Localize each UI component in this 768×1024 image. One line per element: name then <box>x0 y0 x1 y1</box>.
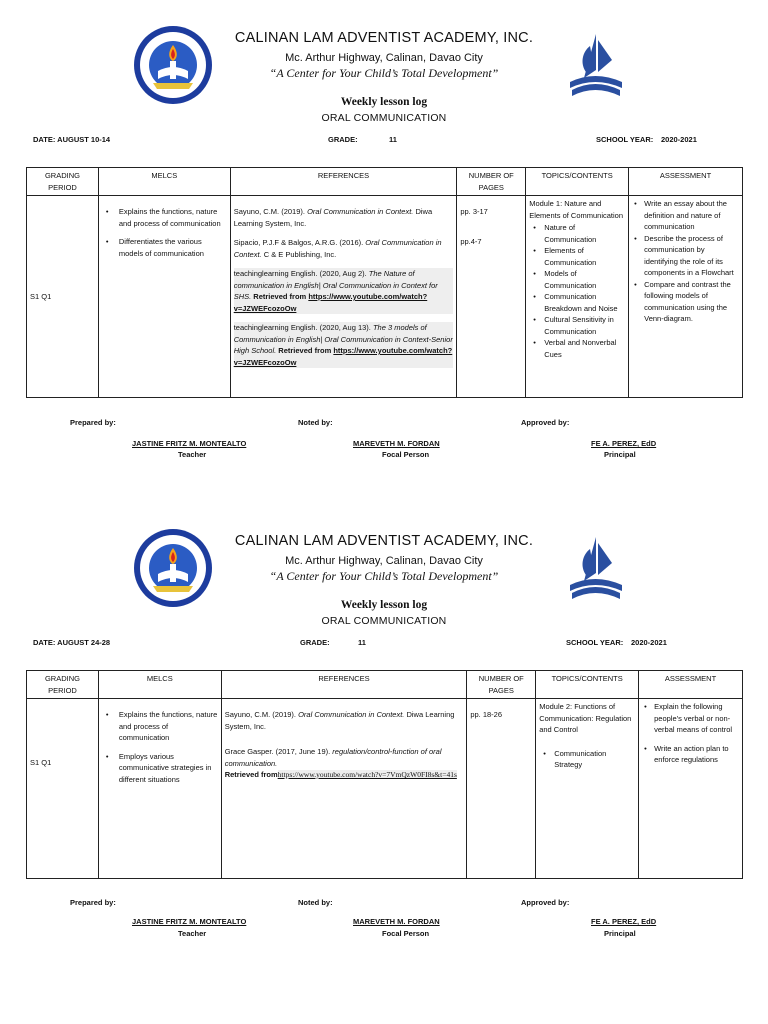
topics-cell <box>526 196 629 398</box>
lesson-table <box>26 670 743 879</box>
reference-item: Sayuno, C.M. (2019). Oral Communication in Context. Diwa Learning System, Inc. <box>224 710 455 731</box>
assessment-item: • Write an action plan to enforce regulations <box>642 743 739 766</box>
melc-item: • Differentiates the various models of communication <box>102 236 227 259</box>
date-label: DATE: AUGUST 24-28 <box>33 638 111 647</box>
grade-value: 11 <box>389 135 397 144</box>
church-logo <box>560 30 630 102</box>
reference-item: teachinglearning English. (2020, Aug 13). The 3 models of Communication in English| Oral Communication in Context-Senior High School. Retrieved from https://www.youtube.com/watch?v=JZWEFcozoOw <box>233 323 453 367</box>
melcs-cell <box>98 699 221 879</box>
header-assessment: ASSESSMENT <box>629 168 743 196</box>
prepared-by-label: Prepared by: <box>70 898 116 907</box>
topic-item: • Elements of Communication <box>529 245 625 268</box>
pages-value: pp. 3-17 <box>460 207 488 216</box>
header-pages: NUMBER OF PAGES <box>457 168 526 196</box>
noted-by-label: Noted by: <box>298 418 333 427</box>
lesson-table <box>26 167 743 398</box>
reference-item: teachinglearning English. (2020, Aug 2). The Nature of communication in English| Oral Communication in Context for SHS. Retrieved from https://www.youtube.com/watch?v=JZWEFcozoOw <box>234 268 454 314</box>
svg-text:2002: 2002 <box>167 91 179 97</box>
school-address: Mc. Arthur Highway, Calinan, Davao City <box>285 52 483 64</box>
topics-cell <box>536 699 639 879</box>
table-row <box>27 196 743 398</box>
header-grading-period: GRADING PERIOD <box>27 168 99 196</box>
header-grading-period: GRADING PERIOD <box>27 671 99 699</box>
header-topics: TOPICS/CONTENTS <box>536 671 639 699</box>
module-title: Module 1: Nature and Elements of Communication <box>529 199 624 220</box>
date-label: DATE: AUGUST 10-14 <box>33 135 111 144</box>
assessment-cell <box>639 699 743 879</box>
header-melcs: MELCS <box>98 671 221 699</box>
log-title: Weekly lesson log <box>340 599 428 611</box>
table-header-row <box>27 671 743 699</box>
assessment-item: • Describe the process of communication by identifying the role of its components in a Flowchart <box>632 233 739 279</box>
table-row <box>27 699 743 879</box>
approved-by-label: Approved by: <box>521 898 570 907</box>
focal-person-name: MAREVETH M. FORDAN <box>353 917 440 926</box>
school-year-value: 2020-2021 <box>631 638 667 647</box>
topic-item: • Nature of Communication <box>529 222 625 245</box>
header-assessment: ASSESSMENT <box>639 671 743 699</box>
svg-text:2002: 2002 <box>167 594 179 600</box>
youtube-link[interactable]: https://www.youtube.com/watch?v=JZWEFcozoOw <box>233 346 453 367</box>
topic-item: • Cultural Sensitivity in Communication <box>529 314 625 337</box>
school-tagline: “A Center for Your Child’s Total Development” <box>269 66 499 80</box>
assessment-item: • Compare and contrast the following models of communication using the Venn-diagram. <box>632 279 739 325</box>
school-year-value: 2020-2021 <box>661 135 697 144</box>
header-topics: TOPICS/CONTENTS <box>526 168 629 196</box>
grade-label: GRADE: <box>328 135 358 144</box>
teacher-role: Teacher <box>178 450 207 459</box>
header-melcs: MELCS <box>98 168 230 196</box>
youtube-link[interactable]: https://www.youtube.com/watch?v=7VmQzW0FI8s&t=41s <box>277 770 457 779</box>
church-logo <box>560 533 630 605</box>
school-year-label: SCHOOL YEAR: <box>566 638 624 647</box>
principal-role: Principal <box>604 929 636 938</box>
focal-person-name: MAREVETH M. FORDAN <box>353 439 440 448</box>
references-cell <box>221 699 467 879</box>
melc-item: • Explains the functions, nature and process of communication <box>102 206 227 229</box>
topic-item: • Models of Communication <box>529 268 625 291</box>
assessment-item: • Explain the following people's verbal or non-verbal means of control <box>642 701 739 736</box>
pages-value: pp.4-7 <box>460 236 482 246</box>
grade-value: 11 <box>358 638 366 647</box>
teacher-role: Teacher <box>178 929 207 938</box>
topic-item: • Communication Breakdown and Noise <box>529 291 625 314</box>
assessment-item: • Write an essay about the definition and nature of communication <box>632 198 739 233</box>
topic-item: • Communication Strategy <box>539 748 635 771</box>
reference-item: Sayuno, C.M. (2019). Oral Communication in Context. Diwa Learning System, Inc. <box>233 207 433 228</box>
principal-name: FE A. PEREZ, EdD <box>591 917 657 926</box>
pages-cell <box>467 699 536 879</box>
reference-item: Sipacio, P.J.F & Balgos, A.R.G. (2016). Oral Communication in Context. C & E Publishing, Inc. <box>233 238 442 259</box>
subject-title: ORAL COMMUNICATION <box>321 615 447 627</box>
principal-name: FE A. PEREZ, EdD <box>591 439 657 448</box>
log-title: Weekly lesson log <box>340 96 428 108</box>
grade-label: GRADE: <box>300 638 330 647</box>
header-references: REFERENCES <box>230 168 457 196</box>
melc-item: • Explains the functions, nature and process of communication <box>102 709 218 744</box>
references-cell <box>230 196 457 398</box>
noted-by-label: Noted by: <box>298 898 333 907</box>
topic-item: • Verbal and Nonverbal Cues <box>529 337 625 360</box>
subject-title: ORAL COMMUNICATION <box>321 112 447 124</box>
header-references: REFERENCES <box>221 671 467 699</box>
reference-item: Grace Gasper. (2017, June 19). regulation/control-function of oral communication. Retrieved fromhttps://www.youtube.com/watch?v=7VmQzW0FI8s&t=41s <box>224 747 457 779</box>
grading-period-cell: S1 Q1 <box>27 699 99 879</box>
school-address: Mc. Arthur Highway, Calinan, Davao City <box>285 555 483 567</box>
school-year-label: SCHOOL YEAR: <box>596 135 654 144</box>
teacher-name: JASTINE FRITZ M. MONTEALTO <box>132 439 247 448</box>
melcs-cell <box>98 196 230 398</box>
table-header-row <box>27 168 743 196</box>
melc-item: • Employs various communicative strategies in different situations <box>102 751 218 786</box>
school-name: CALINAN LAM ADVENTIST ACADEMY, INC. <box>234 30 534 46</box>
school-tagline: “A Center for Your Child’s Total Development” <box>269 569 499 583</box>
prepared-by-label: Prepared by: <box>70 418 116 427</box>
youtube-link[interactable]: https://www.youtube.com/watch?v=JZWEFcozoOw <box>233 292 428 313</box>
focal-person-role: Focal Person <box>382 450 430 459</box>
pages-cell <box>457 196 526 398</box>
pages-value: pp. 18-26 <box>470 710 503 719</box>
school-name: CALINAN LAM ADVENTIST ACADEMY, INC. <box>234 533 534 549</box>
grading-period-cell: S1 Q1 <box>27 196 99 398</box>
principal-role: Principal <box>604 450 636 459</box>
focal-person-role: Focal Person <box>382 929 430 938</box>
module-title: Module 2: Functions of Communication: Regulation and Control <box>539 702 632 734</box>
teacher-name: JASTINE FRITZ M. MONTEALTO <box>132 917 247 926</box>
header-pages: NUMBER OF PAGES <box>467 671 536 699</box>
assessment-cell <box>629 196 743 398</box>
approved-by-label: Approved by: <box>521 418 570 427</box>
